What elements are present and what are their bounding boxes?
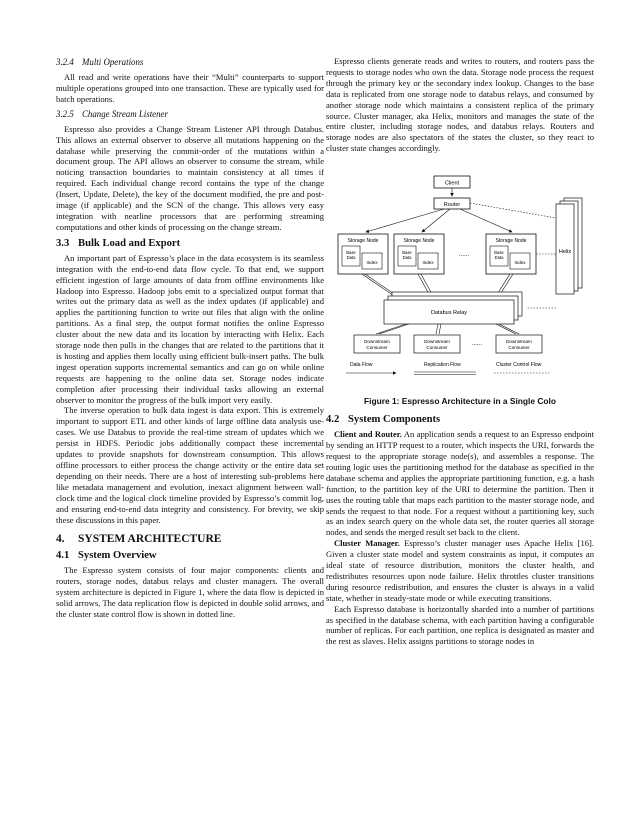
section-4-2-heading: 4.2 System Components: [326, 414, 441, 426]
replication-line: [376, 324, 406, 334]
storage-node-label: Storage Node: [495, 238, 527, 245]
consumer-box: [354, 335, 400, 353]
storage-node-label: Storage Node: [403, 238, 435, 245]
base-data-label: Base: [402, 250, 412, 256]
index-label: Index: [366, 260, 378, 266]
consumer-label: Consumer: [366, 345, 388, 351]
section-4-heading: 4. SYSTEM ARCHITECTURE: [56, 533, 222, 546]
legend-replication-flow: Replication Flow: [424, 362, 461, 369]
consumer-label: Downstream: [364, 339, 390, 345]
consumer-label: Downstream: [506, 339, 532, 345]
section-4-1-heading: 4.1 System Overview: [56, 550, 157, 562]
cluster-manager-paragraph: Cluster Manager. Espresso’s cluster manager uses Apache Helix [16]. Given a cluster state model and system constraints as input, it computes an ideal state of resource distribution, monitors the cluster health, and redistributes resources upon node failure. Helix throttles cluster transitions during resource redistribution, and ensures the cluster is always in a valid state, whether in steady-state mode or while executing transitions.: [326, 538, 595, 603]
legend-control-flow: Cluster Control Flow: [496, 362, 542, 369]
router-storage-arrow: [422, 209, 450, 232]
replication-line: [439, 324, 441, 334]
right-column: [326, 56, 594, 647]
ellipsis: ......: [458, 252, 470, 259]
index-label: Index: [514, 260, 526, 266]
architecture-diagram: [326, 158, 594, 394]
section-3-3-paragraph-2: The inverse operation to bulk data ingest is data export. This is extremely important to support ETL and other kinds of large offline data analysis use-cases. We use Databus to provide the real-time stream of updates which we persist in HDFS. Periodic jobs additionally compact these incremental updates to provide snapshots for downstream consumption. This allows offline processors to either process the change activity or the entire data set depending on their needs. There are a host of interesting sub-problems here like metadata management and evolution, inexact alignment between wall-clock time and the logical clock timeline provided by Espresso’s commit log, and ensuring end-to-end data integrity and consistency. For brevity, we skip these discussions in this paper.: [56, 405, 324, 525]
client-router-paragraph: Client and Router. An application sends a request to an Espresso endpoint by sending an HTTP request to a router, which inspects the URI, forwards the request to the appropriate storage node(s), and assembles a response. The routing logic uses the partitioning method for the database as specified in the database schema and applies the appropriate partitioning function, e.g. a hash function, to the partition key of the URI to determine the partition. Then it uses the routing table that maps each partition to the master storage node, and sends the request to that node. For a request without a partitioning key, such as an index search query on the whole data set, the router queries all storage nodes, and sends the merged result set back to the client.: [326, 429, 595, 538]
replication-line: [379, 324, 409, 334]
storage-node-label: Storage Node: [347, 238, 379, 245]
relay-label: Databus Relay: [430, 310, 468, 317]
base-data-label: Data: [346, 255, 356, 261]
base-data-label: Data: [494, 255, 504, 261]
section-3-2-5-heading: 3.2.5 Change Stream Listener: [56, 108, 168, 119]
ellipsis: ......: [471, 341, 483, 348]
base-data-label: Data: [402, 255, 412, 261]
client-label: Client: [444, 180, 460, 187]
router-label: Router: [443, 202, 461, 209]
router-storage-arrow: [460, 209, 512, 232]
consumer-box: [496, 335, 542, 353]
intro-paragraph: Espresso clients generate reads and writes to routers, and routers pass the requests to storage nodes who own the data. Storage node process the request through the primary key or the secondary index lookup. Changes to the base data is replicated from one storage node to databus relays, and consumed by another storage node which maintains a consistent replica of the primary source. Cluster manager, aka Helix, monitors and manages the state of the entire cluster, including storage nodes, and databus relays. Routers and storage nodes are also spectators of the states the cluster, so they react to cluster state changes accordingly.: [326, 56, 594, 154]
left-column: [56, 56, 324, 620]
section-4-1-paragraph: The Espresso system consists of four major components: clients and routers, storage nodes, databus relays and cluster managers. The overall system architecture is depicted in Figure 1, where the data flow is depicted in solid arrows, The data replication flow is depicted in double solid arrows, and the cluster state control flow is shown in dotted line.: [56, 565, 324, 620]
control-flow-line: [470, 203, 556, 218]
architecture-figure: [326, 158, 594, 394]
consumer-label: Consumer: [508, 345, 530, 351]
router-storage-arrow: [366, 209, 444, 232]
figure-caption: Figure 1: Espresso Architecture in a Single Colo: [364, 396, 556, 407]
section-3-2-4-heading: 3.2.4 Multi Operations: [56, 57, 144, 67]
legend-data-flow: Data Flow: [350, 362, 373, 369]
base-data-label: Base: [346, 250, 356, 256]
replication-line: [436, 324, 438, 334]
helix-label: Helix: [558, 249, 572, 256]
section-3-2-5-paragraph: Espresso also provides a Change Stream Listener API through Databus. This allows an external observer to observe all mutations happening on the database while preserving the commit-order of the mutations within a document group. The API allows an observer to consume the stream, while noticing transaction boundaries to maintain consistency at all times if required. Each individual change record contains the type of the change (Insert, Update, Delete), the key of the document modified, the pre and post-image (if applicable) and the SCN of the change. This allows very easy integration with nearline processors that are performing streaming computations and other kinds of processing on the change stream.: [56, 123, 324, 232]
consumer-label: Downstream: [424, 339, 450, 345]
replication-line: [499, 324, 519, 334]
partition-paragraph: Each Espresso database is horizontally sharded into a number of partitions as specified in the database schema, with each partition having a configurable number of replicas. For each partition, one replica is designated as master and the rest as slaves. Helix assigns partitions to storage nodes in: [326, 603, 594, 647]
consumer-label: Consumer: [426, 345, 448, 351]
consumer-box: [414, 335, 460, 353]
replication-line: [496, 324, 516, 334]
index-label: Index: [422, 260, 434, 266]
section-3-2-4-paragraph: All read and write operations have their “Multi” counterparts to support multiple operations grouped into one transaction. These are typically used for batch operations.: [56, 72, 324, 104]
replication-line: [362, 274, 394, 296]
section-3-3-heading: 3.3 Bulk Load and Export: [56, 237, 181, 249]
base-data-label: Base: [494, 250, 504, 256]
section-3-3-paragraph-1: An important part of Espresso’s place in the data ecosystem is its seamless integration with the end-to-end data flow cycle. To that end, we support efficient ingestion of large amounts of data from offline environments like Hadoop into Espresso. Hadoop jobs emit to a specialized output format that writes out the primary data as well as the index updates (if applicable) and applies the partitioning function to write out files that align with the online partitions. As a final step, the output format notifies the online Espresso cluster about the new data and its location by interacting with Helix. Each storage node then pulls in the changes that are related to the partitions that it is hosting and applies them locally using efficient bulk-insert paths. The bulk ingest operation supports incremental semantics and can go on while online requests are happening to the online data set. Storage nodes indicate completion after processing their individual tasks allowing an external observer to monitor the progress of the bulk import very easily.: [56, 252, 324, 405]
